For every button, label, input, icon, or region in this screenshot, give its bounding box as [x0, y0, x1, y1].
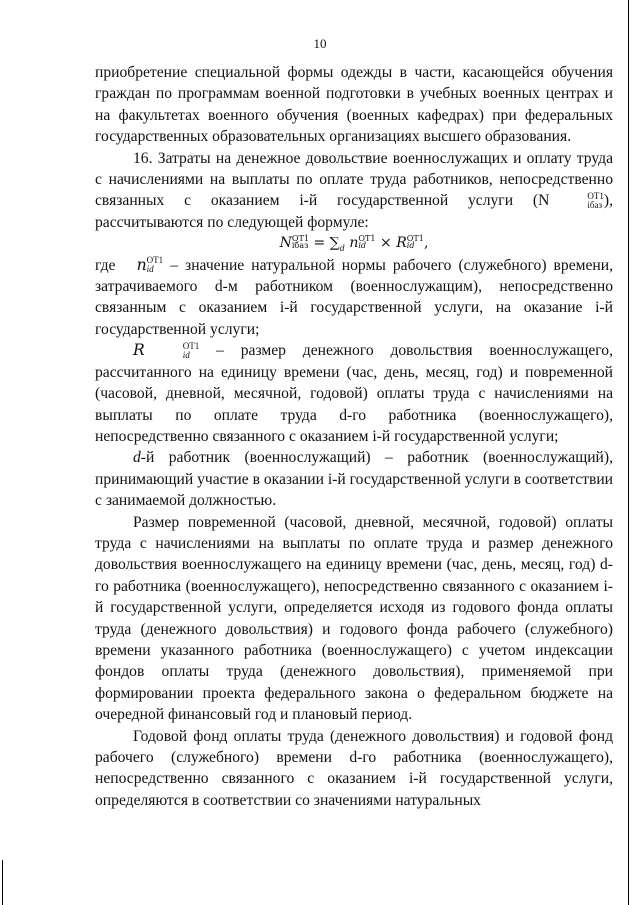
definition-r [95, 340, 613, 447]
scan-edge-line-left [2, 860, 3, 905]
paragraph-4: Годовой фонд оплаты труда (денежного довольствия) и годовой фонд рабочего (служебного) времени d-го работника (военнослужащего), непосредственно связанного с оказанием i-й государственной услуги, определяются в соответствии со значениями натуральных [95, 727, 613, 809]
scan-edge-line [628, 0, 629, 905]
formula-n-script [358, 232, 376, 251]
formula-sum-sub: d [339, 243, 345, 254]
paragraph-2-var: N [538, 192, 550, 210]
formula-end: , [423, 235, 429, 252]
definition-r-text: – размер денежного довольствия военнослужащего, рассчитанного на единицу времени (час, день, месяц, год) и повременной (часовой, дневной, месячной, годовой) оплаты труда с начислениями на выплаты по оплате труда d-го работника (военнослужащего), непосредственно связанного с оказанием i-й государственной услуги; [95, 342, 613, 445]
paragraph-2-text: 16. Затраты на денежное довольствие военнослужащих и оплату труда с начислениями на выплаты по оплате труда работников, непосредственно связанных с оказанием i-й государственной услуги ( [95, 149, 613, 210]
formula-r-sub: id [406, 240, 415, 251]
paragraph-3: Размер повременной (часовой, дневной, месячной, годовой) оплаты труда с начислениями на выплаты по оплате труда и размер денежного довольствия военнослужащего на единицу времени (час, день, месяц, год) d-го работника (военнослужащего), непосредственно связанного с оказанием i-й государственной услуги, определяется исходя из годового фонда оплаты труда (денежного довольствия) и годового фонда рабочего (служебного) времени указанного работника (военнослужащего) с учетом индексации фондов оплаты труда (денежного довольствия), применяемой при формировании проекта федерального закона о федеральном бюджете на очередной финансовый год и плановый период. [95, 513, 613, 724]
paragraph-2-end: ), рассчитываются по следующей формуле: [95, 192, 613, 231]
definition-n [95, 255, 613, 341]
paragraph-1: приобретение специальной формы одежды в части, касающейся обучения граждан по программам военной подготовки в учебных военных центрах и на факультетах военного обучения (военных кафедрах) при федеральных государственных образовательных организациях высшего образования. [95, 64, 613, 146]
formula-eq-sum: = ∑ [309, 235, 340, 252]
definition-n-var: n [136, 255, 147, 274]
definition-d-text: -й работник (военнослужащий) – работник (военнослужащий), принимающий участие в оказании i-й государственной услуги в соответствии с занимаемой должностью. [95, 449, 614, 510]
formula-lhs-script [291, 232, 310, 251]
definition-r-var: R [133, 341, 145, 360]
page-number: 10 [313, 36, 327, 51]
definition-r-script [145, 342, 200, 359]
formula-r-sup: ОТ1 [406, 232, 424, 243]
definition-n-sub: id [146, 264, 154, 275]
formula-r-script [406, 232, 424, 251]
definition-n-sup: ОТ1 [146, 255, 164, 266]
definition-n-script [147, 256, 164, 273]
paragraph-2-script [549, 192, 604, 209]
definition-r-sub: id [182, 349, 190, 360]
definition-n-prefix: где [95, 256, 123, 274]
definition-r-sup: ОТ1 [182, 341, 200, 352]
paragraph-2 [95, 148, 613, 234]
formula [95, 233, 613, 254]
definition-d [95, 447, 613, 511]
formula-lhs: N [279, 235, 292, 252]
body-text [95, 62, 613, 811]
paragraph-2-sup: ОТ1 [587, 191, 604, 202]
formula-n-sup: ОТ1 [358, 232, 376, 243]
formula-n-sub: id [358, 240, 367, 251]
formula-n: n [349, 235, 359, 252]
definition-d-var: d [133, 449, 141, 467]
formula-times: × [375, 235, 397, 252]
formula-r: R [396, 235, 407, 252]
formula-lhs-sup: ОТ1 [291, 232, 310, 243]
definition-n-text: – значение натуральной нормы рабочего (служебного) времени, затрачиваемого d-м работником (военнослужащим), непосредственно связанным с оказанием i-й государственной услуги, на оказание i-й государственной услуги; [95, 256, 614, 338]
formula-lhs-sub: iбаз [291, 240, 309, 251]
paragraph-2-sub: iбаз [587, 199, 603, 210]
